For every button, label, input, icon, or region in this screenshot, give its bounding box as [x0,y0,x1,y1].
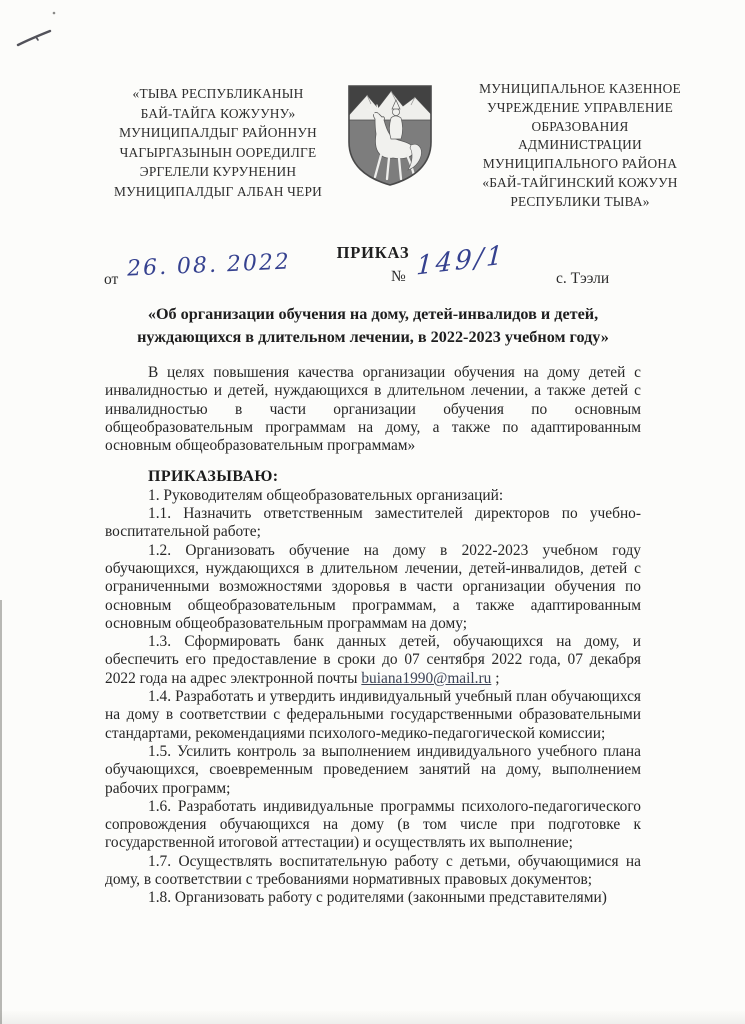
org-line: БАЙ-ТАЙГА КОЖУУНУ» [140,105,296,121]
coat-of-arms-emblem-icon [338,80,442,189]
letterhead [98,80,718,212]
order-title-line: нуждающихся в длительном лечении, в 2022-2023 учебном году» [137,327,609,346]
item-text: 1.8. Организовать работу с родителями (законными представителями) [148,889,607,907]
order-item-1 [105,487,641,505]
order-item-1-6 [105,798,641,853]
org-line: МУНИЦИПАЛДЫГ АЛБАН ЧЕРИ [114,183,322,199]
org-name-tyvan [98,80,338,202]
item-text: 1.6. Разработать индивидуальные программы психолого-педагогического сопровождения обучающихся на дому (в том числе при подготовке к государственной итоговой аттестации) и осуществлять их выполнение; [105,797,641,852]
order-item-1-4 [105,688,641,743]
order-item-1-1 [105,505,641,542]
handwritten-date: 26. 08. 2022 [126,249,292,282]
org-line: МУНИЦИПАЛДЫГ РАЙОННУН [119,125,317,141]
number-label: № [391,268,406,285]
order-title-line: «Об организации обучения на дому, детей-инвалидов и детей, [147,305,599,323]
item-text: 1.4. Разработать и утвердить индивидуальный учебный план обучающихся на дому в соответствии с федеральными государственными образовательными стандартами, рекомендациями психолого-медико-педагогической комиссии; [105,688,641,742]
place-name: с. Тээли [556,270,610,287]
doc-type-heading: ПРИКАЗ [336,243,410,262]
resolution-word: ПРИКАЗЫВАЮ: [148,468,279,486]
item-text: 1.3. Сформировать банк данных детей, обучающихся на дому, и обеспечить его предоставление в сроки до 07 сентября 2022 года, 07 декабря 2022 года на адрес электронной почты [105,633,641,687]
item-text: 1.2. Организовать обучение на дому в 2022-2023 учебном году обучающихся, нуждающихся в длительном лечении, детей-инвалидов, детей с ограниченными возможностями здоровья в части организации обучения по основным общеобразовательным программам, а также адаптированным основным общеобразовательным программам на дому; [105,541,641,632]
scan-shadow [0,1010,745,1024]
order-body [105,364,641,908]
order-item-1-3 [105,633,641,688]
item-text: 1.5. Усилить контроль за выполнением индивидуального учебного плана обучающихся, своевременным проведением занятий на дому, выполнением рабочих программ; [105,742,641,797]
pen-stroke-mark [8,6,78,56]
item-text: 1. Руководителям общеобразовательных организаций: [148,486,504,504]
org-line: МУНИЦИПАЛЬНОЕ КАЗЕННОЕ [479,81,681,96]
org-line: УЧРЕЖДЕНИЕ УПРАВЛЕНИЕ [487,99,673,115]
org-line: АДМИНИСТРАЦИИ [518,137,642,153]
org-line: «БАЙ-ТАЙГИНСКИЙ КОЖУУН [482,174,678,190]
org-line: РЕСПУБЛИКИ ТЫВА» [510,193,650,209]
order-item-1-8 [105,889,641,907]
order-item-1-2 [105,542,641,633]
order-item-1-5 [105,743,641,798]
org-line: ОБРАЗОВАНИЯ [531,118,629,134]
date-label: от [104,271,119,288]
intro-paragraph: В целях повышения качества организации обучения на дому детей с инвалидностью и детей, нуждающихся в длительном лечении, а также детей с инвалидностью в части организации обучения по основным общеобразовательным программам на дому, а также по адаптированным основным общеобразовательным программам» [105,364,641,455]
scan-edge-artifact [0,600,2,1024]
org-line: ЭРГЕЛЕЛИ КУРУНЕНИН [139,164,297,180]
order-title [92,303,654,348]
org-line: «ТЫВА РЕСПУБЛИКАНЫН [132,86,304,101]
org-line: ЧАГЫРГАЗЫНЫН ООРЕДИЛГЕ [119,144,317,160]
email-link[interactable]: buiana1990@mail.ru [361,669,492,687]
item-text: ; [491,669,500,687]
org-name-russian [442,80,718,212]
handwritten-order-number: 149/1 [415,240,507,282]
org-line: МУНИЦИПАЛЬНОГО РАЙОНА [482,156,678,172]
item-text: 1.1. Назначить ответственным заместителей директоров по учебно-воспитательной работе; [105,505,641,541]
item-text: 1.7. Осуществлять воспитательную работу с детьми, обучающимися на дому, в соответствии с требованиями нормативных правовых документов; [105,852,641,889]
order-item-1-7 [105,853,641,890]
